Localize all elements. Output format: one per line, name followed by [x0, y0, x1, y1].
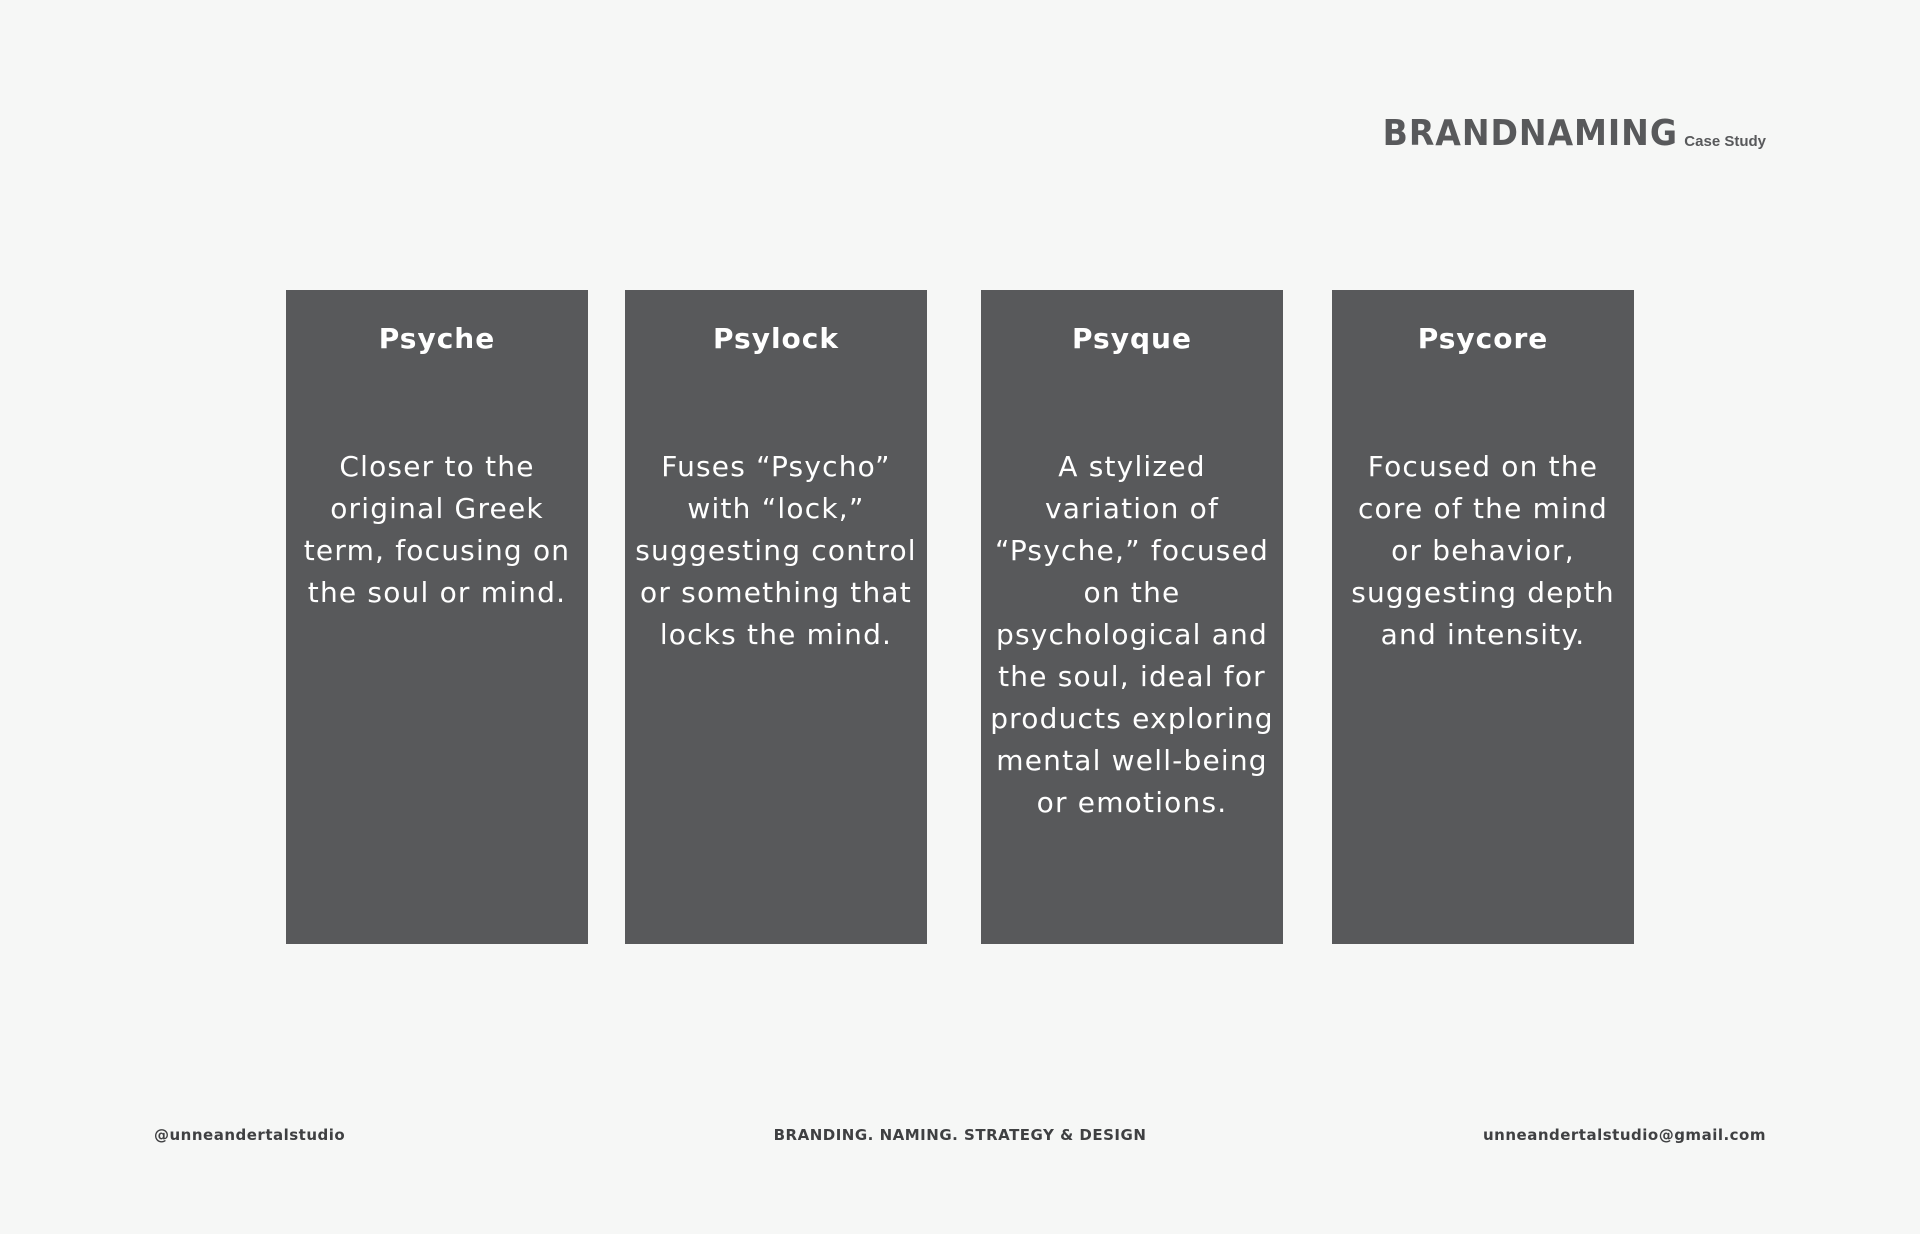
card-description: Fuses “Psycho” with “lock,” suggesting control or something that locks the mind. — [635, 450, 917, 651]
card-title: Psyque — [1072, 322, 1192, 355]
footer-email: unneandertalstudio@gmail.com — [1482, 1126, 1766, 1144]
name-card-psycore — [1332, 290, 1634, 944]
footer-handle: @unneandertalstudio — [154, 1126, 346, 1144]
brand-header — [1357, 113, 1766, 154]
name-card-psyche — [286, 290, 588, 944]
brand-logo: BRANDNAMING — [1383, 113, 1679, 154]
name-card-psyque — [981, 290, 1283, 944]
card-description: Focused on the core of the mind or behavior, suggesting depth and intensity. — [1351, 450, 1615, 651]
card-title: Psylock — [713, 322, 839, 355]
card-title: Psyche — [378, 322, 496, 355]
footer-tagline: BRANDING. NAMING. STRATEGY & DESIGN — [773, 1126, 1147, 1144]
card-description: A stylized variation of “Psyche,” focused on the psychological and the soul, ideal for products exploring mental well-being or emotions. — [990, 450, 1274, 819]
brand-subtitle: Case Study — [1684, 133, 1766, 150]
card-title: Psycore — [1417, 322, 1549, 355]
name-card-psylock — [625, 290, 927, 944]
card-description: Closer to the original Greek term, focusing on the soul or mind. — [303, 450, 571, 609]
